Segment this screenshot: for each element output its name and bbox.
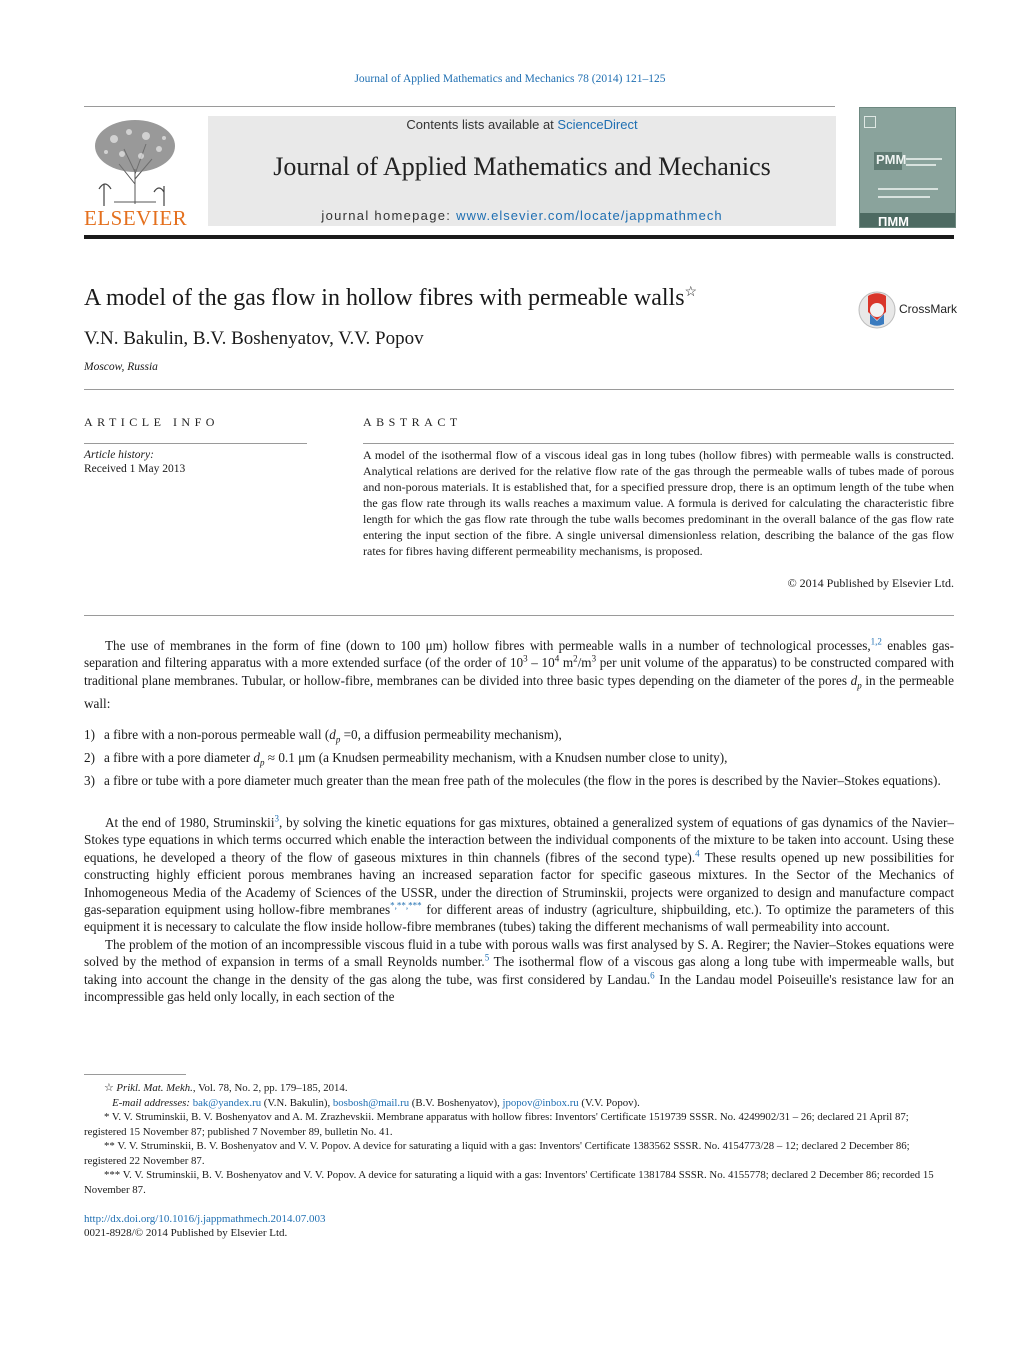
symbol: d <box>253 750 260 766</box>
symbol: d <box>850 672 858 688</box>
author-list: V.N. Bakulin, B.V. Boshenyatov, V.V. Popov <box>84 328 424 349</box>
text: per unit volume of the apparatus) to be constructed compared with traditional plane membranes. Tubular, or hollow-fibre, membranes can be divided into three basic types depending on the diameter of the pores <box>84 655 954 688</box>
cover-emblem-icon <box>864 116 876 128</box>
header-divider <box>84 106 835 107</box>
paragraph <box>84 814 954 936</box>
footnote-rule <box>84 1074 186 1075</box>
symbol: d <box>329 727 336 742</box>
text: V. V. Struminskii, B. V. Boshenyatov and V. V. Popov. A device for saturating a liquid with a gas: Inventors' Certificate 1383562 SSSR. No. 4154773/28 – 12; declared 2 December 86; registered 22 November 87. <box>84 1140 910 1167</box>
text: enables gas-separation and filtering apparatus with a more extended surface (of the order of 10 <box>84 638 955 671</box>
cover-line <box>878 196 930 198</box>
crossmark-label: CrossMark <box>899 302 958 316</box>
homepage-link[interactable]: www.elsevier.com/locate/jappmathmech <box>456 208 723 223</box>
journal-title: Journal of Applied Mathematics and Mechanics <box>273 152 771 181</box>
intro-paragraph <box>84 637 954 712</box>
received-date: Received 1 May 2013 <box>84 463 186 475</box>
title-footnote-mark[interactable]: ☆ <box>684 285 698 300</box>
pore-type-list <box>84 726 954 790</box>
article-info-rule <box>84 443 307 444</box>
issn-copyright: 0021-8928/© 2014 Published by Elsevier Ltd. <box>84 1227 288 1239</box>
cover-line <box>878 188 938 190</box>
footnote-mark: *** <box>104 1169 121 1181</box>
article-title-text: A model of the gas flow in hollow fibres with permeable walls <box>84 285 685 311</box>
cover-line <box>906 164 936 166</box>
text: (V.N. Bakulin), <box>261 1096 333 1109</box>
article-history-label: Article history: <box>84 449 154 461</box>
footnote-emails <box>84 1096 954 1111</box>
cover-title: PMM <box>876 152 907 167</box>
subscript: p <box>857 680 862 691</box>
text: The isothermal flow of a viscous gas along a long tube with impermeable walls, but taking into account the change in the density of the gas along the tube, was first considered by Landau. <box>84 954 954 987</box>
journal-cover-thumbnail[interactable] <box>859 107 956 228</box>
title-divider <box>84 389 954 390</box>
contents-line <box>208 117 836 132</box>
contents-prefix: Contents lists available at <box>406 117 558 132</box>
text: /m <box>577 655 592 671</box>
footnotes <box>84 1081 954 1197</box>
ref-link[interactable]: 5 <box>484 952 490 963</box>
text: In the Landau model Poiseuille's resistance law for an incompressible gas held only locally, in each section of the <box>84 971 954 1005</box>
list-number: 3) <box>84 773 95 789</box>
text: =0, a diffusion permeability mechanism), <box>340 727 562 742</box>
text: V. V. Struminskii, B. V. Boshenyatov and A. M. Zrazhevskii. Membrane apparatus with hollow fibres: Inventors' Certificate 1519739 SSSR. No. 4249902/31 – 26; declared 21 April 87; registered 15 November 87; published 7 November 89, bulletin No. 41. <box>84 1111 909 1138</box>
text: (B.V. Boshenyatov), <box>409 1096 503 1109</box>
text: m <box>559 655 574 671</box>
text: ≈ 0.1 μm (a Knudsen permeability mechanism, with a Knudsen number close to unity), <box>264 750 728 766</box>
text: These results opened up new possibilities for constructing highly efficient porous membranes having an increased separation factor for specific gaseous mixtures. In the Sector of the Mechanics of Inhomogeneous Media of the Academy of Sciences of the USSR, under the direction of Struminskii, projects were organized to design and manufacture compact gas-separation equipment using hollow-fibre membranes <box>84 849 954 918</box>
sciencedirect-link[interactable]: ScienceDirect <box>557 117 638 132</box>
text: The use of membranes in the form of fine (down to 100 μm) hollow fibres with permeable walls in a number of technological processes, <box>105 638 871 653</box>
footnote <box>84 1139 954 1168</box>
list-number: 2) <box>84 750 95 766</box>
journal-ref: Prikl. Mat. Mekh. <box>116 1082 193 1094</box>
text: in the permeable wall: <box>84 672 954 711</box>
abstract-text: A model of the isothermal flow of a viscous ideal gas in long tubes (hollow fibres) with permeable walls is constructed. Analytical relations are derived for the relative flow rate of the gas through the permeable walls of tubes made of porous and non-porous materials. It is established that, for a specified pressure drop, there is an optimum length of the tube when the gas flow rate through its walls reaches a maximum value. A formula is derived for calculating the characteristic fibre length for which the gas flow rate through the tube walls becomes predominant in the overall balance of the gas flow rate entering the input section of the fibre. A single universal dimensionless relation, describing the balance of the gas flow rates for fibres having different permeability mechanisms, is proposed. <box>363 448 954 558</box>
list-item <box>84 749 954 772</box>
list-item <box>84 726 954 749</box>
journal-citation[interactable]: Journal of Applied Mathematics and Mechanics 78 (2014) 121–125 <box>354 73 666 85</box>
list-item <box>84 772 954 789</box>
footnote <box>84 1168 954 1197</box>
affiliation: Moscow, Russia <box>84 361 158 373</box>
text: – 10 <box>527 655 555 671</box>
doi-link[interactable]: http://dx.doi.org/10.1016/j.jappmathmech.2014.07.003 <box>84 1213 326 1225</box>
exponent: 3 <box>523 654 528 665</box>
text: V. V. Struminskii, B. V. Boshenyatov and V. V. Popov. A device for saturating a liquid with a gas: Inventors' Certificate 1381784 SSSR. No. 4155778; declared 2 December 86; recorded 15 November 87. <box>84 1169 934 1196</box>
header-rule <box>84 235 954 239</box>
footnote <box>84 1110 954 1139</box>
crossmark-badge[interactable] <box>858 290 958 332</box>
footnote-mark: ☆ <box>104 1082 114 1094</box>
abstract-copyright: © 2014 Published by Elsevier Ltd. <box>787 576 954 590</box>
email-link[interactable]: jpopov@inbox.ru <box>502 1096 579 1109</box>
text: The problem of the motion of an incompressible viscous fluid in a tube with porous walls was first analysed by S. A. Regirer; the Navier–Stokes equations were solved by the method of expansion in terms of a small Reynolds number. <box>84 936 954 970</box>
abstract-rule <box>363 443 954 444</box>
paragraph <box>84 936 954 1006</box>
footnote-mark: ** <box>104 1140 115 1152</box>
article-title <box>84 284 697 312</box>
text: , Vol. 78, No. 2, pp. 179–185, 2014. <box>192 1082 348 1094</box>
abstract-divider <box>84 615 954 616</box>
email-link[interactable]: bosbosh@mail.ru <box>332 1096 410 1109</box>
footnote-link[interactable]: *,**,*** <box>390 900 422 911</box>
cover-line <box>906 158 942 160</box>
ref-link[interactable]: 6 <box>650 970 655 981</box>
text: , by solving the kinetic equations for gas mixtures, obtained a generalized system of equations of gas dynamics of the Navier–Stokes type equations in which terms occurred which enable the interaction between the individual components of the mixture to be taken into account. Using these equations, he developed a theory of the flow of gaseous mixtures in thin channels (fibres of the second type). <box>84 815 954 865</box>
journal-homepage <box>208 208 836 223</box>
list-number: 1) <box>84 727 95 742</box>
exponent: 3 <box>591 654 597 665</box>
exponent: 4 <box>554 654 560 665</box>
subscript: p <box>259 757 265 768</box>
cover-title-ru: ПММ <box>878 214 910 229</box>
crossmark-icon <box>858 290 898 330</box>
text: a fibre or tube with a pore diameter much greater than the mean free path of the molecules (the flow in the pores is described by the Navier–Stokes equations). <box>104 773 941 789</box>
homepage-prefix: journal homepage: <box>321 208 457 223</box>
text: At the end of 1980, Struminskii <box>105 815 275 830</box>
ref-link[interactable]: 4 <box>695 848 700 859</box>
text: (V.V. Popov). <box>578 1096 640 1109</box>
subscript: p <box>335 734 341 745</box>
text: a fibre with a pore diameter <box>104 750 254 766</box>
email-link[interactable]: bak@yandex.ru <box>192 1096 262 1109</box>
elsevier-wordmark[interactable]: ELSEVIER <box>84 206 188 230</box>
ref-link[interactable]: 3 <box>274 813 280 824</box>
text: a fibre with a non-porous permeable wall ( <box>104 727 330 742</box>
article-info-heading: ARTICLE INFO <box>84 415 219 429</box>
history-paragraphs <box>84 814 954 1005</box>
abstract-heading: ABSTRACT <box>363 415 462 429</box>
footnote <box>84 1081 954 1096</box>
text: for different areas of industry (agriculture, shipbuilding, etc.). To optimize the parameters of this equipment it is necessary to calculate the flow inside hollow-fibre membranes (tubes) taking the different mechanisms of wall permeability into account. <box>84 902 954 935</box>
email-label: E-mail addresses: <box>112 1096 190 1109</box>
ref-link[interactable]: 1,2 <box>870 636 882 647</box>
exponent: 2 <box>573 654 578 665</box>
footnote-mark: * <box>104 1111 110 1123</box>
